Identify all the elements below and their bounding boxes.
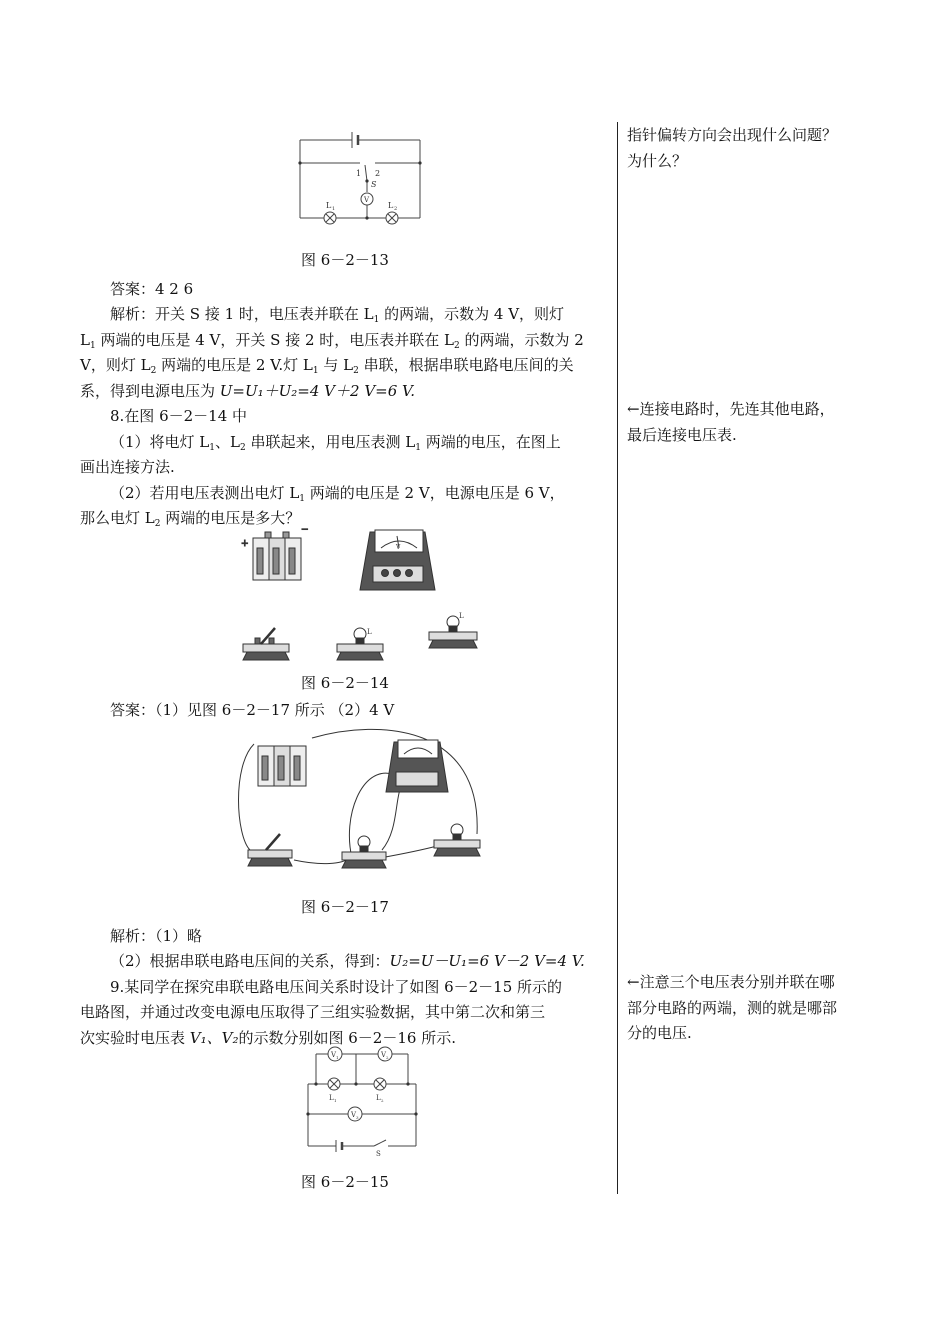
voltmeter-icon <box>360 530 435 590</box>
q8-analysis-1: 解析：（1）略 <box>110 926 203 945</box>
svg-text:+: + <box>241 539 249 549</box>
switch-terminal-1: 1 <box>356 169 362 178</box>
svg-text:V: V <box>351 1111 357 1119</box>
q8-answer: 答案：（1）见图 6－2－17 所示 （2）4 V <box>110 700 395 719</box>
figure-14-caption: 图 6－2－14 <box>301 674 389 692</box>
figure-13-caption: 图 6－2－13 <box>301 251 389 269</box>
figure-6-2-14 <box>235 520 495 670</box>
svg-text:3: 3 <box>356 1115 359 1120</box>
figure-17-caption: 图 6－2－17 <box>301 898 389 916</box>
fig15-switch-label: S <box>376 1150 381 1158</box>
main-column <box>80 248 610 532</box>
q8-part2: （2）若用电压表测出电灯 $L_1$ 两端的电压是 2 V，电源电压是 6 V， 那么电灯 $L_2$ 两端的电压是多大？ <box>80 483 565 529</box>
switch-terminal-2: 2 <box>375 169 381 178</box>
switch-icon <box>243 628 289 660</box>
side-note-3: ←注意三个电压表分别并联在哪 部分电路的两端，测的就是哪部 分的电压. <box>627 973 838 1042</box>
lamp-l1-icon <box>337 628 383 660</box>
svg-text:1: 1 <box>336 1055 339 1060</box>
side-note-1: 指针偏转方向会出现什么问题？ 为什么？ <box>627 126 838 170</box>
q7-formula: U=U₁＋U₂=4 V＋2 V=6 V. <box>219 381 416 400</box>
lamp-l1-label: L <box>326 201 332 210</box>
q8-analysis-2: （2）根据串联电路电压间的关系，得到：U₂=U－U₁=6 V－2 V=4 V. <box>110 952 585 970</box>
svg-text:L: L <box>376 1094 381 1102</box>
figure-6-2-17 <box>232 726 497 876</box>
q9-text: 9.某同学在探究串联电路电压间关系时设计了如图 6－2－15 所示的 电路图，并通过改变电源电压取得了三组实验数据，其中第二次和第三 次实验时电压表 V₁、V₂的示数分别如图 6－2－16 所示. <box>80 977 563 1047</box>
figure-6-2-15 <box>298 1046 428 1158</box>
q8-part1: （1）将电灯 $L_1$、$L_2$ 串联起来，用电压表测 $L_1$ 两端的电压，在图上 画出连接方法. <box>80 432 561 476</box>
svg-text:L: L <box>367 628 372 636</box>
voltmeter-label: V <box>364 196 370 204</box>
figure-6-2-13 <box>290 122 430 232</box>
svg-text:V: V <box>396 544 401 551</box>
column-divider <box>617 122 618 1194</box>
svg-text:L: L <box>329 1094 334 1102</box>
svg-text:V: V <box>381 1051 387 1059</box>
svg-text:2: 2 <box>386 1055 389 1060</box>
svg-text:1: 1 <box>334 1098 337 1103</box>
lamp-l2-label: L <box>388 201 394 210</box>
side-note-2: ←连接电路时，先连其他电路， 最后连接电压表. <box>627 400 835 444</box>
lamp-l2-icon <box>429 612 477 648</box>
figure-15-caption: 图 6－2－15 <box>301 1173 389 1191</box>
svg-text:−: − <box>301 525 309 535</box>
svg-text:V: V <box>331 1051 337 1059</box>
q7-analysis: 解析：开关 S 接 1 时，电压表并联在 $L_1$ 的两端，示数为 4 V，则灯 $L_1$ 两端的电压是 4 V，开关 S 接 2 时，电压表并联在 $L_2$ 的两端，示数为 2 V，则灯 $L_2$ 两端的电压是 2 V.灯 $L_1$ 与 $L_2$ 串联，根据串联电路电压间的关 系，得到电源电压为 U=U₁＋U₂=4 V＋2 V=6 V. <box>80 305 584 400</box>
svg-text:2: 2 <box>394 206 398 212</box>
q8-title: 8.在图 6－2－14 中 <box>110 407 248 425</box>
svg-text:1: 1 <box>332 206 336 212</box>
q7-answer: 答案：4 2 6 <box>110 279 194 298</box>
switch-label: S <box>371 180 377 189</box>
svg-text:L: L <box>459 612 464 620</box>
svg-text:2: 2 <box>381 1098 384 1103</box>
battery-icon <box>241 525 309 580</box>
